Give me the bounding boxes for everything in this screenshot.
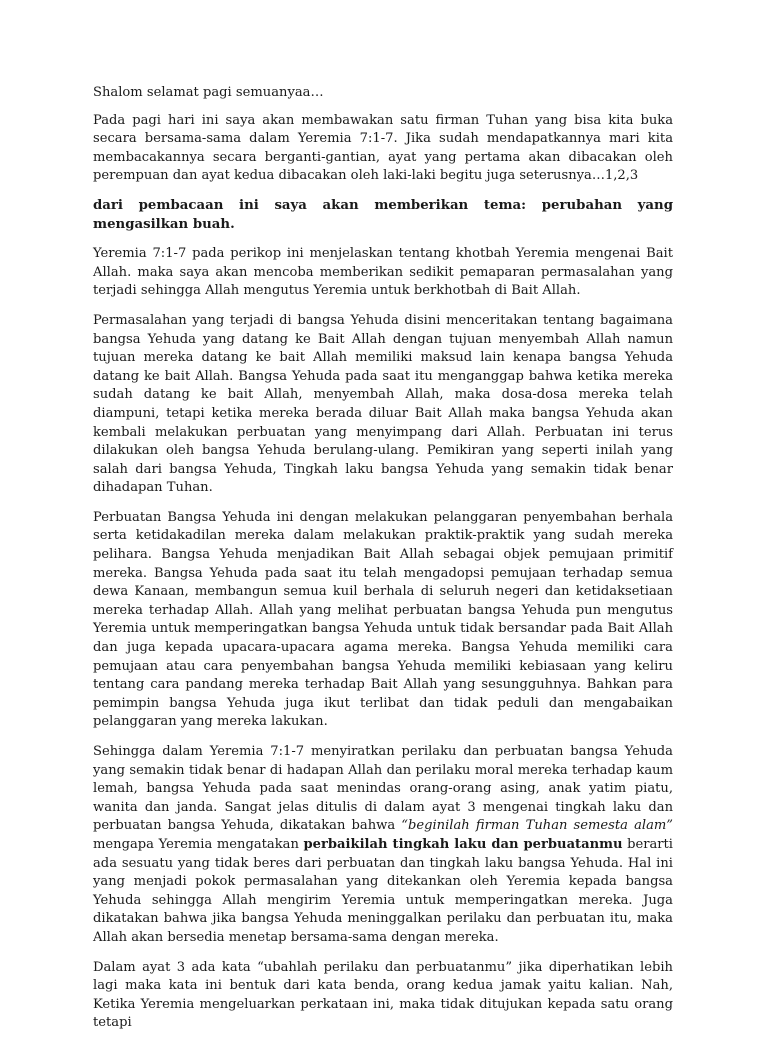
conduct-text-1: Sehingga dalam Yeremia 7:1-7 menyiratkan perilaku dan perbuatan bangsa Yehuda yang semakin tidak benar di hadapan Allah dan perilaku moral mereka terhadap kaum lemah, bangsa Yehuda pada saat menindas orang-orang asing, anak yatim piatu, wanita dan janda. Sangat jelas ditulis di dalam ayat 3 mengenai tingkah laku dan perbuatan bangsa Yehuda, dikatakan bahwa bbox=[93, 744, 673, 834]
verse3-paragraph: Dalam ayat 3 ada kata “ubahlah perilaku dan perbuatanmu” jika diperhatikan lebih lagi maka kata ini bentuk dari kata benda, orang kedua jamak yaitu kalian. Nah, Ketika Yeremia mengeluarkan perkataan ini, maka tidak ditujukan kepada satu orang tetapi bbox=[93, 959, 673, 1031]
conduct-text-2: mengapa Yeremia mengatakan bbox=[93, 836, 304, 852]
conduct-quote: “beginilah firman Tuhan semesta alam” bbox=[401, 818, 673, 834]
intro-paragraph: Pada pagi hari ini saya akan membawakan satu firman Tuhan yang bisa kita buka secara bersama-sama dalam Yeremia 7:1-7. Jika sudah mendapatkannya mari kita membacakannya secara berganti-gantian, ayat yang pertama akan dibacakan oleh perempuan dan ayat kedua dibacakan oleh laki-laki begitu juga seterusnya…1,2,3 bbox=[93, 112, 673, 184]
theme-paragraph: dari pembacaan ini saya akan memberikan tema: perubahan yang mengasilkan buah. bbox=[93, 197, 673, 232]
problem-paragraph: Permasalahan yang terjadi di bangsa Yehuda disini menceritakan tentang bagaimana bangsa Yehuda yang datang ke Bait Allah dengan tujuan menyembah Allah namun tujuan mereka datang ke bait Allah memiliki maksud lain kenapa bangsa Yehuda datang ke bait Allah. Bangsa Yehuda pada saat itu menganggap bahwa ketika mereka sudah datang ke bait Allah, menyembah Allah, maka dosa-dosa mereka telah diampuni, tetapi ketika mereka berada diluar Bait Allah maka bangsa Yehuda akan kembali melakukan perbuatan yang menyimpang dari Allah. Perbuatan ini terus dilakukan oleh bangsa Yehuda berulang-ulang. Pemikiran yang seperti inilah yang salah dari bangsa Yehuda, Tingkah laku bangsa Yehuda yang semakin tidak benar dihadapan Tuhan. bbox=[93, 312, 673, 496]
conduct-emphasis: perbaikilah tingkah laku dan perbuatanmu bbox=[303, 836, 623, 852]
greeting-paragraph: Shalom selamat pagi semuanyaa… bbox=[93, 85, 324, 100]
context-paragraph: Yeremia 7:1-7 pada perikop ini menjelaskan tentang khotbah Yeremia mengenai Bait Allah. maka saya akan mencoba memberikan sedikit pemaparan permasalahan yang terjadi sehingga Allah mengutus Yeremia untuk berkhotbah di Bait Allah. bbox=[93, 246, 673, 299]
conduct-paragraph bbox=[93, 743, 673, 948]
idolatry-paragraph: Perbuatan Bangsa Yehuda ini dengan melakukan pelanggaran penyembahan berhala serta ketidakadilan mereka dalam melakukan praktik-praktik yang sudah mereka pelihara. Bangsa Yehuda menjadikan Bait Allah sebagai objek pemujaan primitif mereka. Bangsa Yehuda pada saat itu telah mengadopsi pemujaan terhadap semua dewa Kanaan, membangun semua kuil berhala di seluruh negeri dan ketidaksetiaan mereka terhadap Allah. Allah yang melihat perbuatan bangsa Yehuda pun mengutus Yeremia untuk memperingatkan bangsa Yehuda untuk tidak bersandar pada Bait Allah dan juga kepada upacara-upacara agama mereka. Bangsa Yehuda memiliki cara pemujaan atau cara penyembahan bangsa Yehuda memiliki kebiasaan yang keliru tentang cara pandang mereka terhadap Bait Allah yang sesungguhnya. Bahkan para pemimpin bangsa Yehuda juga ikut terlibat dan tidak peduli dan mengabaikan pelanggaran yang mereka lakukan. bbox=[93, 509, 673, 730]
document-page bbox=[93, 84, 673, 1044]
conduct-text-3: berarti ada sesuatu yang tidak beres dari perbuatan dan tingkah laku bangsa Yehuda. Hal ini yang menjadi pokok permasalahan yang ditekankan oleh Yeremia kepada bangsa Yehuda sehingga Allah mengirim Yeremia untuk memperingatkan mereka. Juga dikatakan bahwa jika bangsa Yehuda meninggalkan perilaku dan perbuatan itu, maka Allah akan bersedia menetap bersama-sama dengan mereka. bbox=[93, 836, 673, 945]
